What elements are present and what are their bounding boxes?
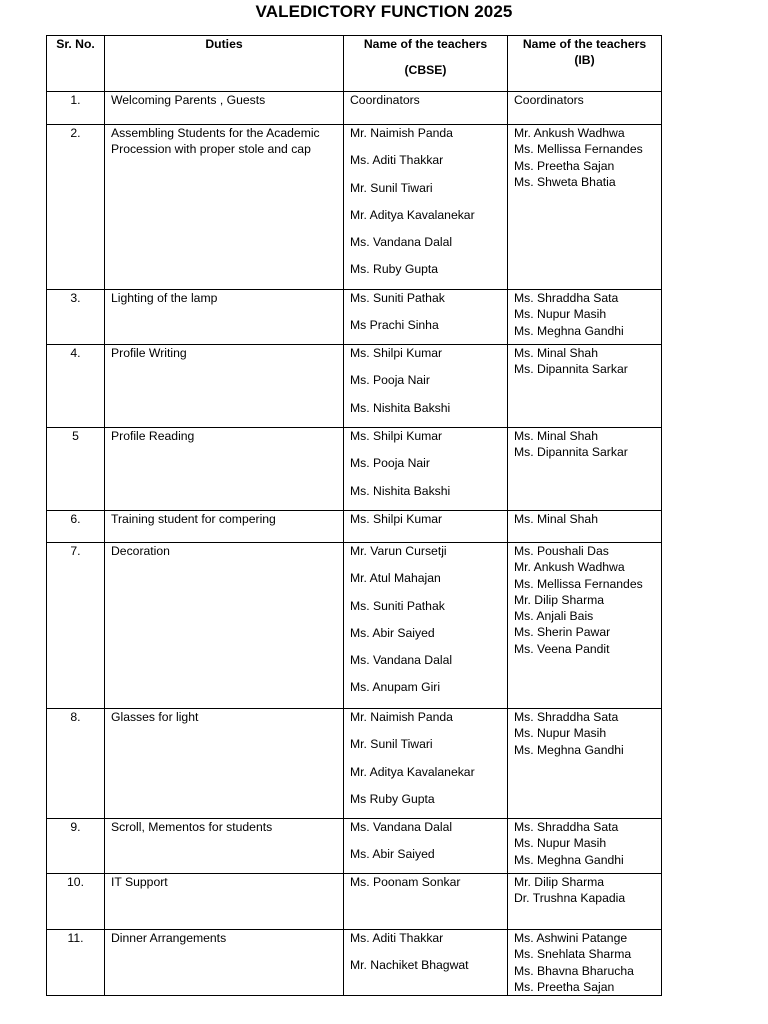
ib-teacher-name: Ms. Meghna Gandhi	[514, 323, 624, 338]
table-row	[47, 428, 662, 511]
cbse-teacher-name: Ms. Abir Saiyed	[350, 625, 435, 640]
ib-teacher-name: Ms. Nupur Masih	[514, 836, 607, 851]
duty-cell: Decoration	[105, 543, 344, 709]
table-row	[47, 709, 662, 819]
sr-no-cell: 8.	[47, 709, 105, 819]
duty-cell: Training student for compering	[105, 511, 344, 543]
cbse-teacher-name: Ms. Aditi Thakkar	[350, 931, 444, 945]
ib-teacher-name: Ms. Minal Shah	[514, 346, 598, 360]
cbse-teacher-name: Ms Ruby Gupta	[350, 791, 435, 806]
duties-table	[46, 35, 662, 996]
sr-no-cell: 9.	[47, 819, 105, 874]
ib-teacher-name: Ms. Minal Shah	[514, 512, 598, 526]
cbse-teacher-name: Ms. Pooja Nair	[350, 456, 430, 471]
cbse-teacher-name: Ms. Vandana Dalal	[350, 235, 453, 250]
cbse-teacher-name: Coordinators	[350, 93, 420, 107]
sr-no-cell: 4.	[47, 345, 105, 428]
cbse-teachers-cell	[344, 125, 508, 290]
cbse-teacher-name: Mr. Aditya Kavalanekar	[350, 207, 475, 222]
header-cbse-line1: Name of the teachers	[363, 37, 488, 51]
cbse-teacher-name: Mr. Varun Cursetji	[350, 544, 447, 558]
table-header-row	[47, 36, 662, 92]
ib-teacher-name: Ms. Sherin Pawar	[514, 625, 611, 640]
cbse-teachers-cell	[344, 511, 508, 543]
header-ib-line1: Name of the teachers	[522, 37, 647, 51]
table-row	[47, 290, 662, 345]
ib-teacher-name: Ms. Nupur Masih	[514, 726, 607, 741]
cbse-teacher-name: Ms. Nishita Bakshi	[350, 400, 451, 415]
ib-teachers-cell	[508, 125, 662, 290]
ib-teacher-name: Ms. Mellissa Fernandes	[514, 576, 643, 591]
cbse-teachers-cell	[344, 930, 508, 996]
ib-teacher-name: Ms. Snehlata Sharma	[514, 947, 632, 962]
table-row	[47, 345, 662, 428]
ib-teacher-name: Mr. Ankush Wadhwa	[514, 560, 625, 575]
ib-teacher-name: Mr. Ankush Wadhwa	[514, 126, 625, 140]
header-sr-no: Sr. No.	[47, 36, 105, 92]
header-duties: Duties	[105, 36, 344, 92]
ib-teachers-cell	[508, 543, 662, 709]
ib-teacher-name: Dr. Trushna Kapadia	[514, 891, 626, 906]
header-cbse-line2: (CBSE)	[404, 63, 447, 78]
duty-cell: Profile Writing	[105, 345, 344, 428]
sr-no-cell: 10.	[47, 874, 105, 930]
cbse-teacher-name: Ms. Ruby Gupta	[350, 262, 439, 277]
table-row	[47, 819, 662, 874]
cbse-teacher-name: Mr. Atul Mahajan	[350, 571, 441, 586]
ib-teacher-name: Ms. Shweta Bhatia	[514, 174, 616, 189]
cbse-teachers-cell	[344, 874, 508, 930]
ib-teachers-cell	[508, 92, 662, 125]
cbse-teachers-cell	[344, 428, 508, 511]
page-title: VALEDICTORY FUNCTION 2025	[255, 2, 513, 21]
ib-teacher-name: Ms. Veena Pandit	[514, 641, 610, 656]
cbse-teacher-name: Mr. Sunil Tiwari	[350, 737, 433, 752]
ib-teacher-name: Ms. Poushali Das	[514, 544, 609, 558]
header-cbse-teachers	[344, 36, 508, 92]
ib-teacher-name: Ms. Bhavna Bharucha	[514, 963, 634, 978]
ib-teacher-name: Ms. Ashwini Patange	[514, 931, 628, 945]
cbse-teacher-name: Ms Prachi Sinha	[350, 318, 439, 333]
cbse-teacher-name: Ms. Shilpi Kumar	[350, 346, 443, 360]
sr-no-cell: 3.	[47, 290, 105, 345]
cbse-teachers-cell	[344, 345, 508, 428]
header-ib-line2: (IB)	[574, 53, 595, 68]
sr-no-cell: 1.	[47, 92, 105, 125]
table-row	[47, 511, 662, 543]
ib-teachers-cell	[508, 428, 662, 511]
ib-teacher-name: Ms. Meghna Gandhi	[514, 742, 624, 757]
ib-teachers-cell	[508, 345, 662, 428]
sr-no-cell: 7.	[47, 543, 105, 709]
table-row	[47, 874, 662, 930]
duty-cell: Welcoming Parents , Guests	[105, 92, 344, 125]
cbse-teacher-name: Mr. Naimish Panda	[350, 126, 453, 140]
cbse-teacher-name: Ms. Vandana Dalal	[350, 653, 453, 668]
cbse-teacher-name: Mr. Sunil Tiwari	[350, 180, 433, 195]
ib-teacher-name: Ms. Shraddha Sata	[514, 820, 619, 834]
cbse-teacher-name: Ms. Suniti Pathak	[350, 291, 445, 305]
sr-no-cell: 5	[47, 428, 105, 511]
duty-cell: Scroll, Mementos for students	[105, 819, 344, 874]
sr-no-cell: 6.	[47, 511, 105, 543]
ib-teachers-cell	[508, 874, 662, 930]
duty-cell: Assembling Students for the Academic Procession with proper stole and cap	[105, 125, 344, 290]
ib-teacher-name: Ms. Meghna Gandhi	[514, 852, 624, 867]
cbse-teacher-name: Ms. Shilpi Kumar	[350, 429, 443, 443]
sr-no-cell: 11.	[47, 930, 105, 996]
duty-cell: Lighting of the lamp	[105, 290, 344, 345]
table-row	[47, 930, 662, 996]
cbse-teacher-name: Ms. Nishita Bakshi	[350, 483, 451, 498]
cbse-teachers-cell	[344, 543, 508, 709]
cbse-teacher-name: Ms. Shilpi Kumar	[350, 512, 443, 526]
ib-teacher-name: Ms. Preetha Sajan	[514, 158, 615, 173]
table-row	[47, 543, 662, 709]
ib-teacher-name: Ms. Shraddha Sata	[514, 291, 619, 305]
ib-teacher-name: Ms. Mellissa Fernandes	[514, 142, 643, 157]
sr-no-cell: 2.	[47, 125, 105, 290]
ib-teachers-cell	[508, 290, 662, 345]
ib-teacher-name: Ms. Dipannita Sarkar	[514, 445, 628, 460]
cbse-teacher-name: Ms. Poonam Sonkar	[350, 875, 461, 889]
cbse-teacher-name: Ms. Suniti Pathak	[350, 598, 445, 613]
cbse-teacher-name: Mr. Aditya Kavalanekar	[350, 764, 475, 779]
cbse-teachers-cell	[344, 92, 508, 125]
ib-teacher-name: Ms. Nupur Masih	[514, 307, 607, 322]
ib-teacher-name: Ms. Preetha Sajan	[514, 979, 615, 994]
ib-teachers-cell	[508, 930, 662, 996]
duty-cell: Profile Reading	[105, 428, 344, 511]
ib-teachers-cell	[508, 511, 662, 543]
ib-teachers-cell	[508, 819, 662, 874]
cbse-teacher-name: Ms. Aditi Thakkar	[350, 153, 444, 168]
ib-teachers-cell	[508, 709, 662, 819]
cbse-teacher-name: Ms. Pooja Nair	[350, 373, 430, 388]
ib-teacher-name: Ms. Shraddha Sata	[514, 710, 619, 724]
cbse-teacher-name: Mr. Nachiket Bhagwat	[350, 958, 469, 973]
cbse-teacher-name: Ms. Anupam Giri	[350, 680, 441, 695]
ib-teacher-name: Coordinators	[514, 93, 584, 107]
cbse-teacher-name: Mr. Naimish Panda	[350, 710, 453, 724]
ib-teacher-name: Ms. Dipannita Sarkar	[514, 362, 628, 377]
header-ib-teachers	[508, 36, 662, 92]
cbse-teacher-name: Ms. Vandana Dalal	[350, 820, 453, 834]
ib-teacher-name: Mr. Dilip Sharma	[514, 875, 605, 889]
duty-cell: Glasses for light	[105, 709, 344, 819]
cbse-teachers-cell	[344, 290, 508, 345]
ib-teacher-name: Ms. Minal Shah	[514, 429, 598, 443]
table-row	[47, 92, 662, 125]
ib-teacher-name: Mr. Dilip Sharma	[514, 592, 605, 607]
table-row	[47, 125, 662, 290]
ib-teacher-name: Ms. Anjali Bais	[514, 609, 594, 624]
duty-cell: Dinner Arrangements	[105, 930, 344, 996]
cbse-teachers-cell	[344, 709, 508, 819]
duty-cell: IT Support	[105, 874, 344, 930]
cbse-teachers-cell	[344, 819, 508, 874]
cbse-teacher-name: Ms. Abir Saiyed	[350, 847, 435, 862]
